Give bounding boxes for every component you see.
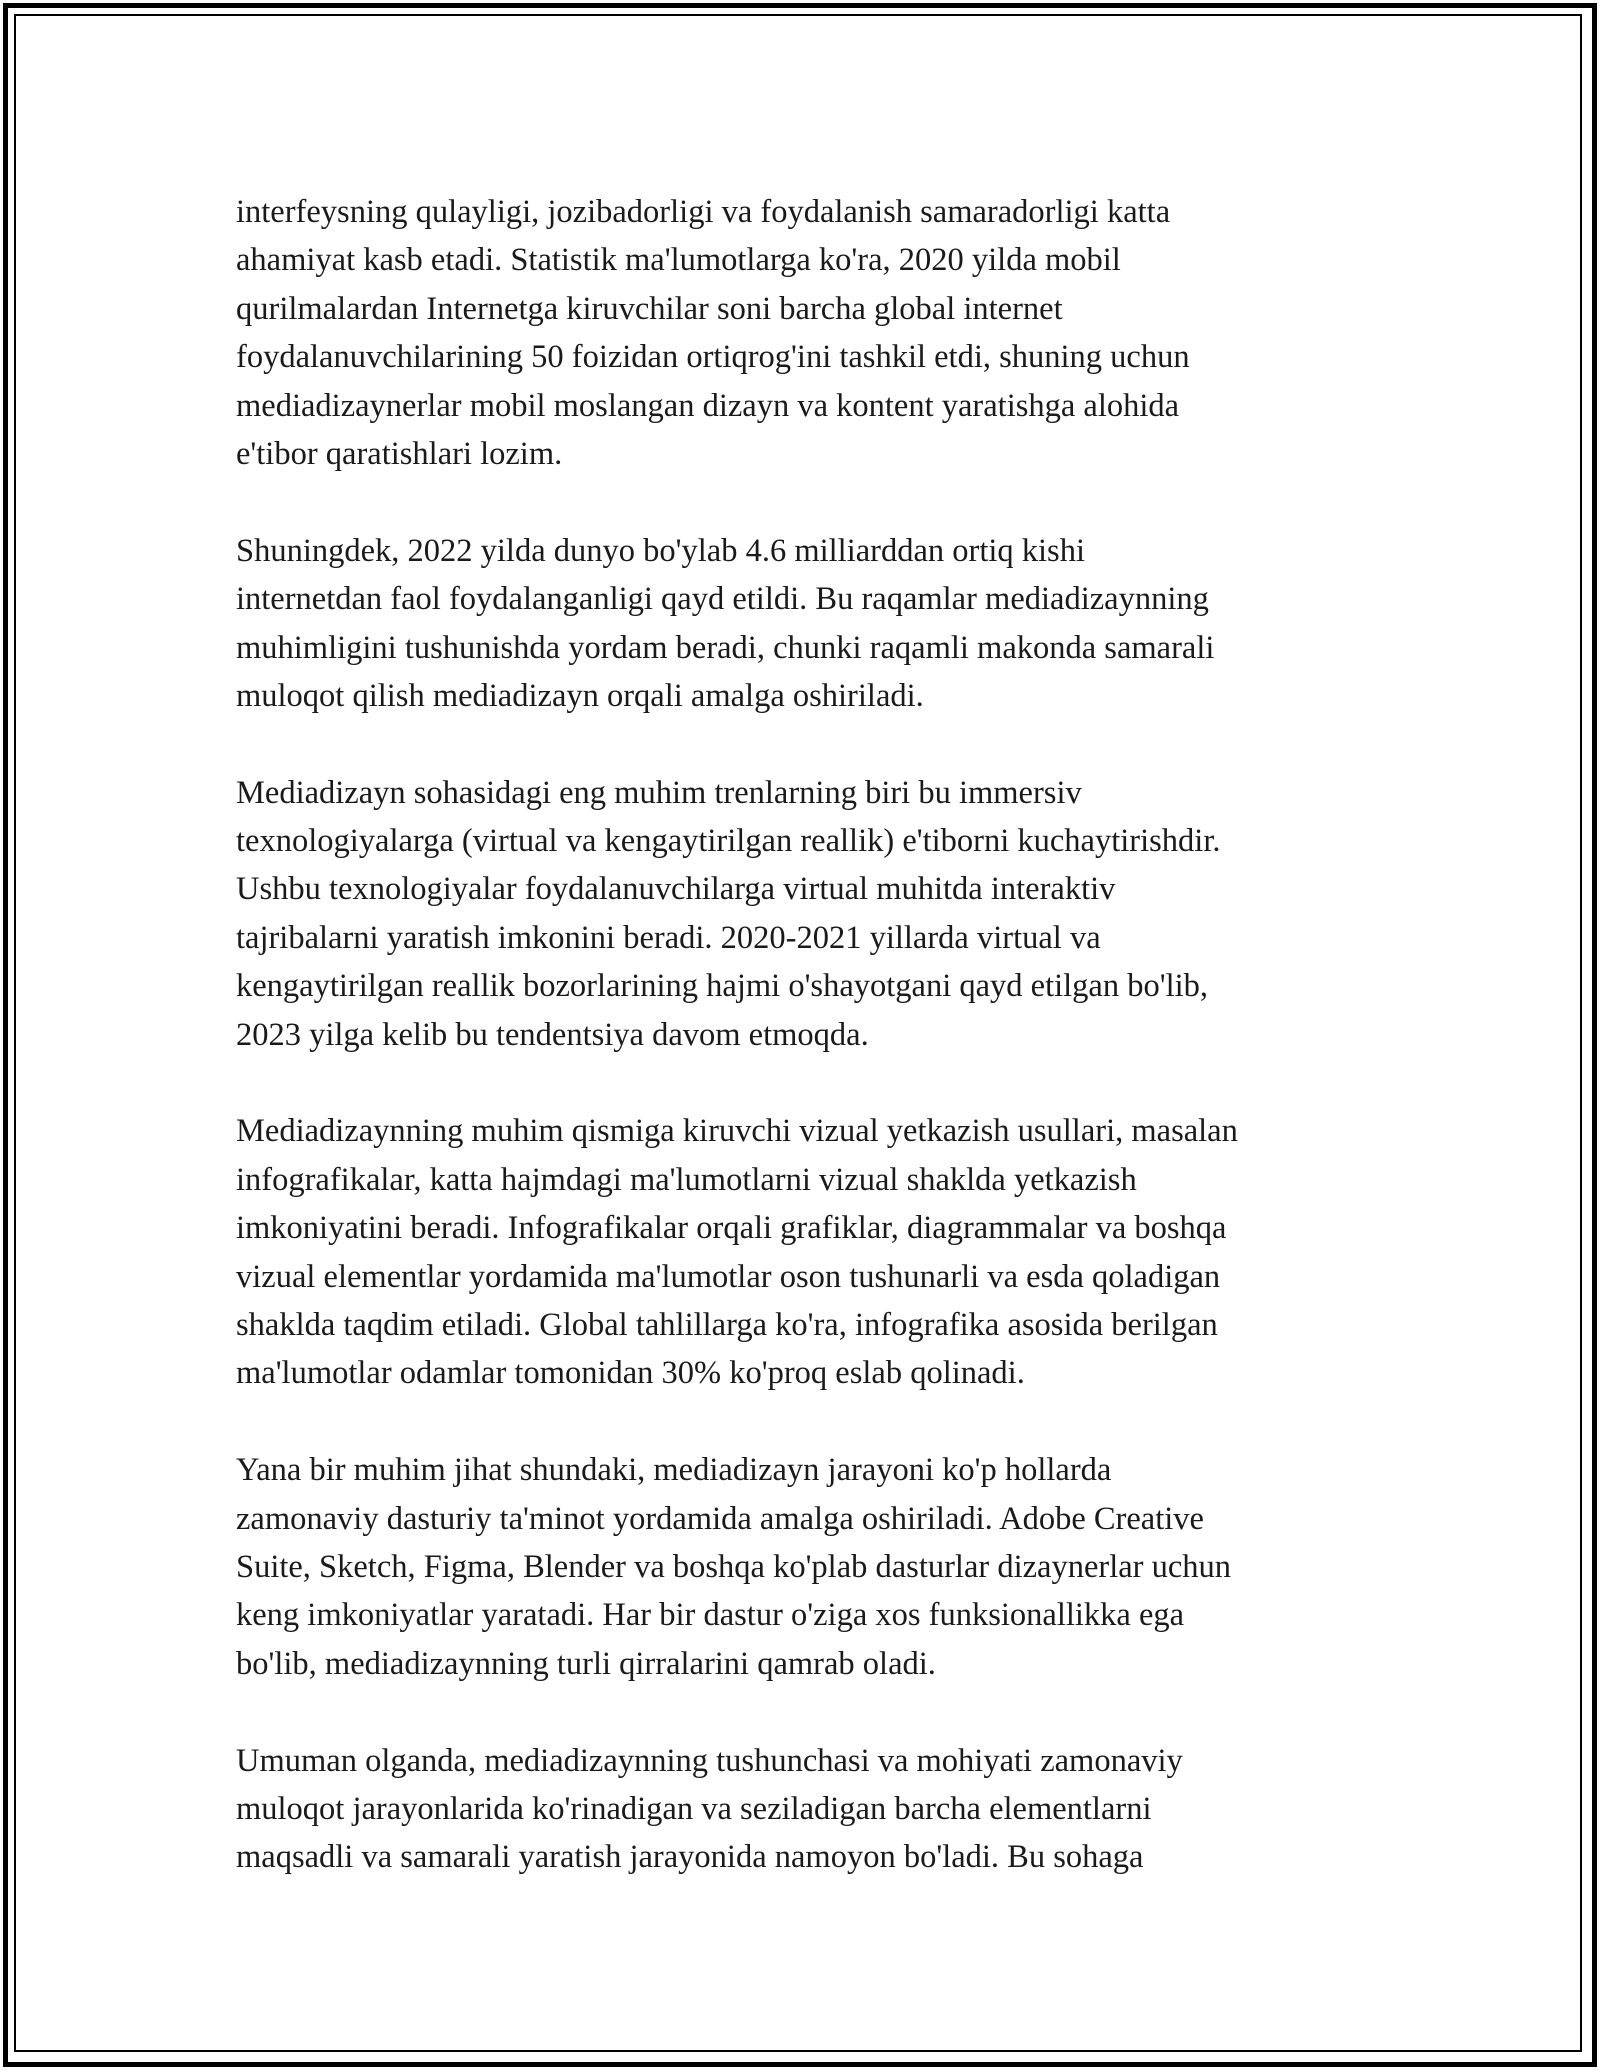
text-line: qurilmalardan Internetga kiruvchilar soni barcha global internet (236, 290, 1063, 327)
text-line: interfeysning qulayligi, jozibadorligi va foydalanish samaradorligi katta (236, 194, 1171, 230)
paragraph-mobile-usage (236, 188, 1396, 478)
text-line: internetdan faol foydalanganligi qayd etildi. Bu raqamlar mediadizaynning (236, 581, 1209, 618)
paragraph-software (236, 1446, 1396, 1688)
text-line: vizual elementlar yordamida ma'lumotlar oson tushunarli va esda qoladigan (236, 1258, 1221, 1295)
text-line: infografikalar, katta hajmdagi ma'lumotlarni vizual shaklda yetkazish (236, 1161, 1137, 1198)
text-line: Yana bir muhim jihat shundaki, mediadizayn jarayoni ko'p hollarda (236, 1452, 1112, 1489)
text-line: mediadizaynerlar mobil moslangan dizayn va kontent yaratishga alohida (236, 387, 1180, 424)
text-line: kengaytirilgan reallik bozorlarining hajmi o'shayotgani qayd etilgan bo'lib, (236, 968, 1209, 1005)
text-line: ahamiyat kasb etadi. Statistik ma'lumotlarga ko'ra, 2020 yilda mobil (236, 242, 1121, 279)
document-body (236, 188, 1396, 1882)
text-line: Ushbu texnologiyalar foydalanuvchilarga virtual muhitda interaktiv (236, 871, 1116, 908)
text-line: muhimligini tushunishda yordam beradi, chunki raqamli makonda samarali (236, 629, 1215, 666)
text-line: maqsadli va samarali yaratish jarayonida namoyon bo'ladi. Bu sohaga (236, 1839, 1144, 1876)
paragraph-infographics (236, 1107, 1396, 1397)
text-line: bo'lib, mediadizaynning turli qirralarini qamrab oladi. (236, 1645, 936, 1682)
text-line: texnologiyalarga (virtual va kengaytirilgan reallik) e'tiborni kuchaytirishdir. (236, 823, 1221, 860)
text-line: muloqot qilish mediadizayn orqali amalga oshiriladi. (236, 677, 924, 714)
text-line: Shuningdek, 2022 yilda dunyo bo'ylab 4.6 milliarddan ortiq kishi (236, 532, 1085, 569)
text-line: keng imkoniyatlar yaratadi. Har bir dastur o'ziga xos funksionallikka ega (236, 1597, 1185, 1634)
text-line: Mediadizayn sohasidagi eng muhim trenlarning biri bu immersiv (236, 774, 1082, 811)
text-line: Suite, Sketch, Figma, Blender va boshqa ko'plab dasturlar dizaynerlar uchun (236, 1548, 1232, 1585)
text-line: muloqot jarayonlarida ko'rinadigan va seziladigan barcha elementlarni (236, 1790, 1152, 1827)
text-line: 2023 yilga kelib bu tendentsiya davom etmoqda. (236, 1016, 869, 1053)
paragraph-internet-users (236, 527, 1396, 721)
text-line: tajribalarni yaratish imkonini beradi. 2020-2021 yillarda virtual va (236, 919, 1101, 956)
text-line: ma'lumotlar odamlar tomonidan 30% ko'proq eslab qolinadi. (236, 1355, 1025, 1392)
paragraph-conclusion (236, 1737, 1396, 1882)
text-line: e'tibor qaratishlari lozim. (236, 435, 563, 472)
text-line: shaklda taqdim etiladi. Global tahlillarga ko'ra, infografika asosida berilgan (236, 1306, 1218, 1343)
text-line: zamonaviy dasturiy ta'minot yordamida amalga oshiriladi. Adobe Creative (236, 1500, 1204, 1537)
text-line: foydalanuvchilarining 50 foizidan ortiqrog'ini tashkil etdi, shuning uchun (236, 339, 1190, 376)
text-line: Umuman olganda, mediadizaynning tushunchasi va mohiyati zamonaviy (236, 1742, 1183, 1779)
paragraph-immersive-tech (236, 769, 1396, 1059)
text-line: imkoniyatini beradi. Infografikalar orqali grafiklar, diagrammalar va boshqa (236, 1210, 1227, 1247)
text-line: Mediadizaynning muhim qismiga kiruvchi vizual yetkazish usullari, masalan (236, 1113, 1238, 1150)
